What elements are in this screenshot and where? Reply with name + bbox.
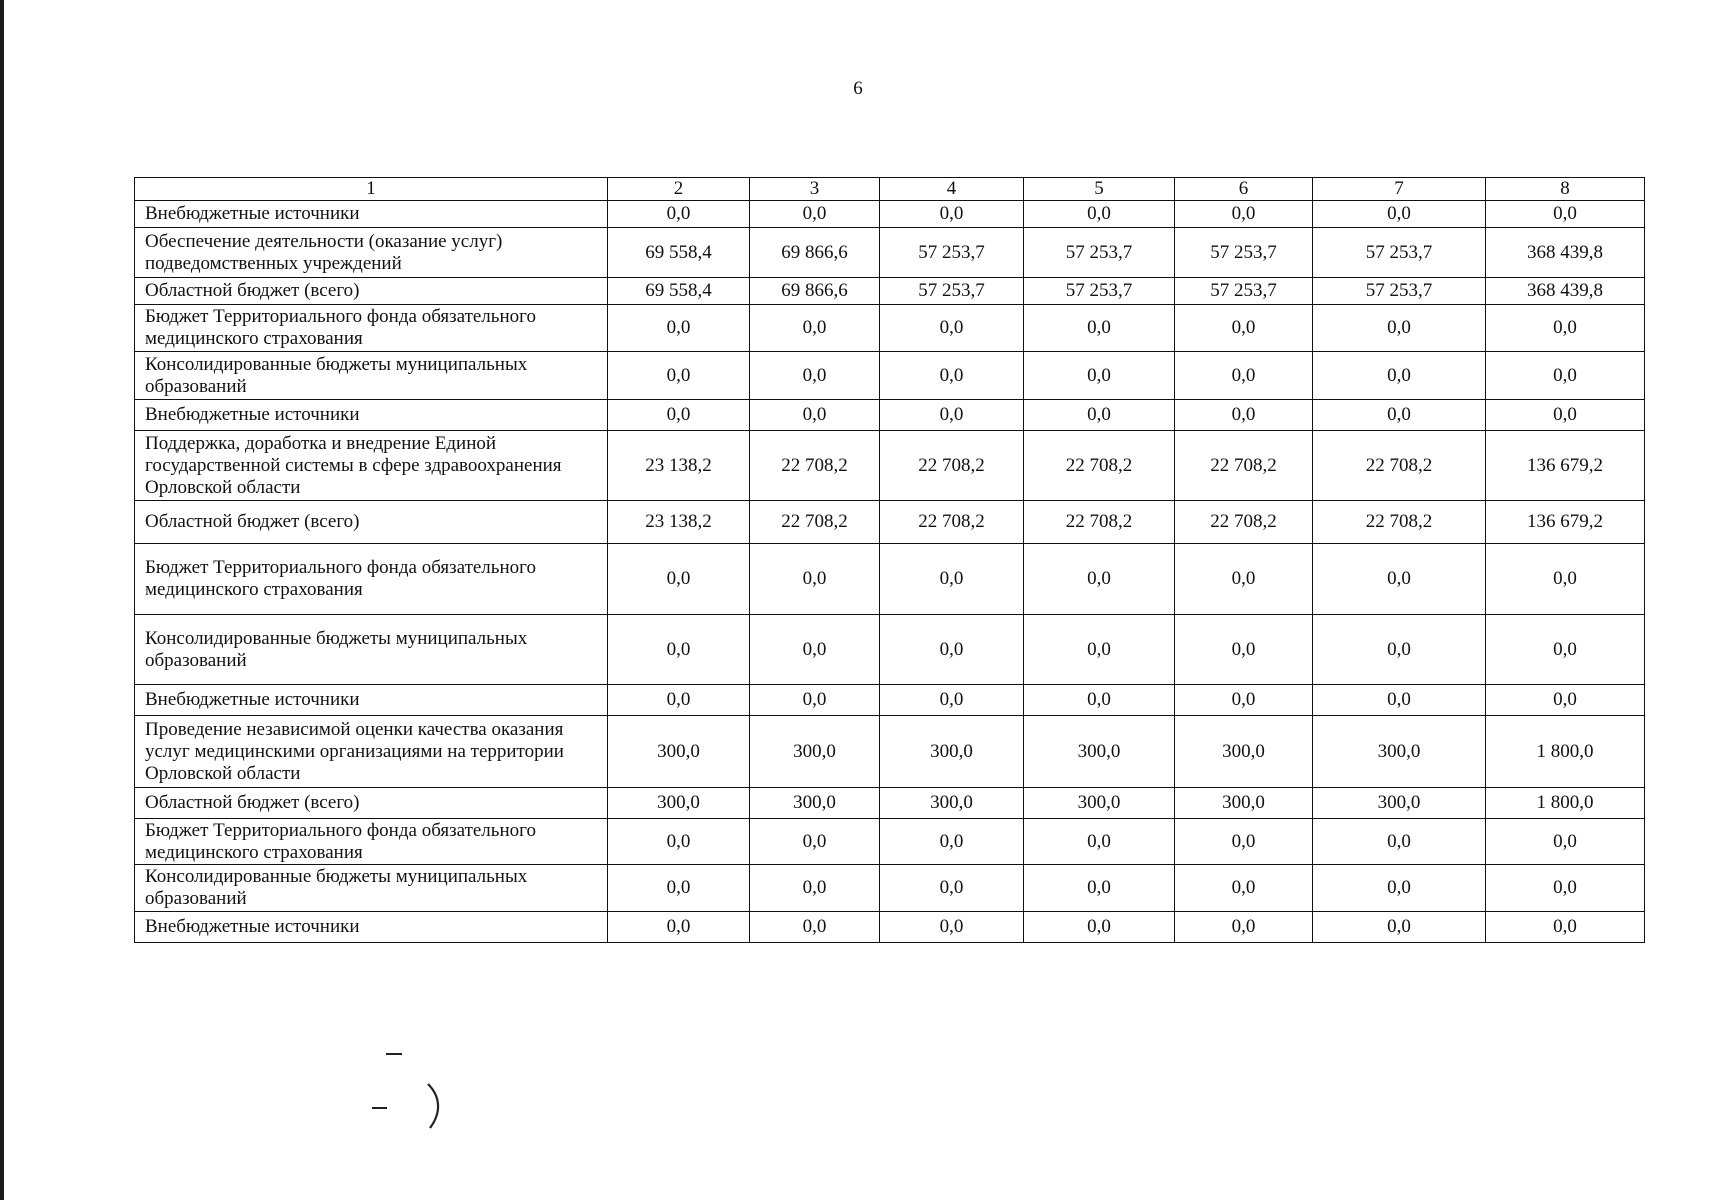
table-cell: 0,0	[1486, 544, 1645, 615]
table-cell: 0,0	[608, 400, 750, 431]
table-cell: 69 866,6	[750, 228, 880, 278]
scan-mark	[386, 1053, 402, 1055]
table-row	[135, 716, 1645, 788]
row-label: Внебюджетные источники	[135, 912, 608, 943]
table-row	[135, 278, 1645, 305]
table-body	[135, 201, 1645, 943]
table-cell: 0,0	[1313, 685, 1486, 716]
table-cell: 23 138,2	[608, 431, 750, 501]
table-cell: 0,0	[1175, 352, 1313, 400]
table-cell: 0,0	[608, 685, 750, 716]
table-cell: 300,0	[880, 788, 1024, 819]
table-cell: 0,0	[1024, 912, 1175, 943]
table-cell: 57 253,7	[880, 228, 1024, 278]
table-cell: 69 558,4	[608, 278, 750, 305]
table-cell: 300,0	[880, 716, 1024, 788]
row-label: Проведение независимой оценки качества оказания услуг медицинскими организациями на территории Орловской области	[135, 716, 608, 788]
table-cell: 0,0	[1175, 544, 1313, 615]
table-cell: 0,0	[608, 865, 750, 912]
table-cell: 0,0	[1024, 544, 1175, 615]
table-cell: 57 253,7	[880, 278, 1024, 305]
table-cell: 0,0	[880, 544, 1024, 615]
column-header: 3	[750, 178, 880, 201]
table-cell: 22 708,2	[1175, 501, 1313, 544]
table-cell: 22 708,2	[1024, 501, 1175, 544]
row-label: Областной бюджет (всего)	[135, 501, 608, 544]
table-cell: 0,0	[1486, 865, 1645, 912]
table-cell: 0,0	[1024, 305, 1175, 352]
table-row	[135, 685, 1645, 716]
table-cell: 0,0	[880, 819, 1024, 865]
table-cell: 300,0	[1313, 788, 1486, 819]
table-cell: 368 439,8	[1486, 278, 1645, 305]
table-row	[135, 615, 1645, 685]
table-cell: 368 439,8	[1486, 228, 1645, 278]
table-cell: 300,0	[1024, 788, 1175, 819]
column-header: 6	[1175, 178, 1313, 201]
table-cell: 0,0	[1175, 685, 1313, 716]
column-header: 1	[135, 178, 608, 201]
table-cell: 0,0	[750, 400, 880, 431]
scan-mark	[372, 1107, 387, 1109]
table-cell: 0,0	[750, 201, 880, 228]
table-cell: 57 253,7	[1313, 278, 1486, 305]
table-cell: 0,0	[608, 544, 750, 615]
table-cell: 57 253,7	[1313, 228, 1486, 278]
table-cell: 57 253,7	[1024, 278, 1175, 305]
table-cell: 0,0	[608, 912, 750, 943]
column-header: 5	[1024, 178, 1175, 201]
row-label: Консолидированные бюджеты муниципальных образований	[135, 615, 608, 685]
table-cell: 0,0	[1175, 201, 1313, 228]
table-row	[135, 501, 1645, 544]
row-label: Бюджет Территориального фонда обязательного медицинского страхования	[135, 305, 608, 352]
row-label: Консолидированные бюджеты муниципальных образований	[135, 352, 608, 400]
table-row	[135, 865, 1645, 912]
row-label: Областной бюджет (всего)	[135, 278, 608, 305]
table-cell: 300,0	[608, 788, 750, 819]
table-header-row	[135, 178, 1645, 201]
table-cell: 0,0	[608, 305, 750, 352]
table-cell: 300,0	[1175, 788, 1313, 819]
column-header: 2	[608, 178, 750, 201]
table-cell: 0,0	[880, 305, 1024, 352]
table-cell: 0,0	[750, 865, 880, 912]
table-cell: 0,0	[1313, 865, 1486, 912]
row-label: Областной бюджет (всего)	[135, 788, 608, 819]
table-cell: 300,0	[1175, 716, 1313, 788]
table-cell: 136 679,2	[1486, 501, 1645, 544]
table-row	[135, 912, 1645, 943]
table-cell: 0,0	[750, 819, 880, 865]
table-cell: 57 253,7	[1175, 228, 1313, 278]
table-cell: 0,0	[750, 615, 880, 685]
table-row	[135, 201, 1645, 228]
table-cell: 0,0	[750, 305, 880, 352]
table-cell: 300,0	[750, 716, 880, 788]
table-cell: 0,0	[1486, 819, 1645, 865]
table-cell: 0,0	[1175, 819, 1313, 865]
table-cell: 0,0	[1175, 305, 1313, 352]
table-row	[135, 352, 1645, 400]
table-cell: 0,0	[1486, 685, 1645, 716]
column-header: 8	[1486, 178, 1645, 201]
row-label: Внебюджетные источники	[135, 400, 608, 431]
table-row	[135, 400, 1645, 431]
table-cell: 1 800,0	[1486, 716, 1645, 788]
table-cell: 69 558,4	[608, 228, 750, 278]
page-number: 6	[853, 78, 863, 99]
table-cell: 0,0	[1024, 865, 1175, 912]
table-cell: 22 708,2	[1175, 431, 1313, 501]
table-cell: 22 708,2	[880, 431, 1024, 501]
table-cell: 0,0	[1313, 352, 1486, 400]
table-cell: 0,0	[608, 615, 750, 685]
column-header: 7	[1313, 178, 1486, 201]
table-cell: 0,0	[1313, 544, 1486, 615]
table-cell: 0,0	[880, 400, 1024, 431]
row-label: Бюджет Территориального фонда обязательного медицинского страхования	[135, 544, 608, 615]
column-header: 4	[880, 178, 1024, 201]
budget-table	[134, 177, 1645, 943]
scan-edge	[0, 0, 4, 1200]
table-cell: 0,0	[880, 352, 1024, 400]
table-cell: 23 138,2	[608, 501, 750, 544]
row-label: Обеспечение деятельности (оказание услуг) подведомственных учреждений	[135, 228, 608, 278]
table-row	[135, 228, 1645, 278]
table-cell: 0,0	[1024, 615, 1175, 685]
table-cell: 1 800,0	[1486, 788, 1645, 819]
row-label: Внебюджетные источники	[135, 685, 608, 716]
row-label: Внебюджетные источники	[135, 201, 608, 228]
row-label: Бюджет Территориального фонда обязательного медицинского страхования	[135, 819, 608, 865]
table-cell: 0,0	[1313, 819, 1486, 865]
table-cell: 300,0	[1313, 716, 1486, 788]
table-cell: 0,0	[1024, 352, 1175, 400]
table-cell: 22 708,2	[1313, 431, 1486, 501]
table-cell: 0,0	[1313, 305, 1486, 352]
table-cell: 300,0	[750, 788, 880, 819]
table-cell: 0,0	[880, 201, 1024, 228]
table-cell: 69 866,6	[750, 278, 880, 305]
table-cell: 0,0	[750, 352, 880, 400]
table-cell: 0,0	[1313, 912, 1486, 943]
table-cell: 0,0	[1486, 400, 1645, 431]
table-row	[135, 544, 1645, 615]
table-cell: 0,0	[750, 685, 880, 716]
table-cell: 0,0	[1313, 400, 1486, 431]
table-cell: 0,0	[1486, 352, 1645, 400]
table-cell: 0,0	[880, 865, 1024, 912]
table-cell: 0,0	[750, 544, 880, 615]
table-cell: 0,0	[1175, 912, 1313, 943]
table-cell: 0,0	[1175, 865, 1313, 912]
table-cell: 0,0	[880, 912, 1024, 943]
row-label: Консолидированные бюджеты муниципальных образований	[135, 865, 608, 912]
table-cell: 0,0	[1024, 685, 1175, 716]
table-cell: 22 708,2	[880, 501, 1024, 544]
table-cell: 300,0	[608, 716, 750, 788]
table-cell: 22 708,2	[1313, 501, 1486, 544]
table-cell: 57 253,7	[1175, 278, 1313, 305]
table-row	[135, 788, 1645, 819]
table-cell: 0,0	[608, 201, 750, 228]
table-cell: 22 708,2	[750, 501, 880, 544]
table-cell: 0,0	[1175, 615, 1313, 685]
table-cell: 0,0	[1486, 615, 1645, 685]
table-row	[135, 819, 1645, 865]
row-label: Поддержка, доработка и внедрение Единой государственной системы в сфере здравоохранения Орловской области	[135, 431, 608, 501]
table-cell: 0,0	[1486, 201, 1645, 228]
table-cell: 0,0	[880, 615, 1024, 685]
table-cell: 0,0	[880, 685, 1024, 716]
table-cell: 0,0	[1024, 819, 1175, 865]
table-cell: 0,0	[1024, 201, 1175, 228]
table-cell: 0,0	[1313, 201, 1486, 228]
table-cell: 0,0	[1313, 615, 1486, 685]
table-cell: 0,0	[750, 912, 880, 943]
table-cell: 0,0	[1486, 305, 1645, 352]
table-row	[135, 431, 1645, 501]
table-cell: 0,0	[608, 819, 750, 865]
table-cell: 22 708,2	[1024, 431, 1175, 501]
table-cell: 0,0	[1486, 912, 1645, 943]
table-row	[135, 305, 1645, 352]
table-cell: 300,0	[1024, 716, 1175, 788]
table-cell: 0,0	[1024, 400, 1175, 431]
table-cell: 57 253,7	[1024, 228, 1175, 278]
table-cell: 0,0	[1175, 400, 1313, 431]
table-cell: 0,0	[608, 352, 750, 400]
table-cell: 136 679,2	[1486, 431, 1645, 501]
bracket-mark	[424, 1082, 448, 1132]
table-cell: 22 708,2	[750, 431, 880, 501]
